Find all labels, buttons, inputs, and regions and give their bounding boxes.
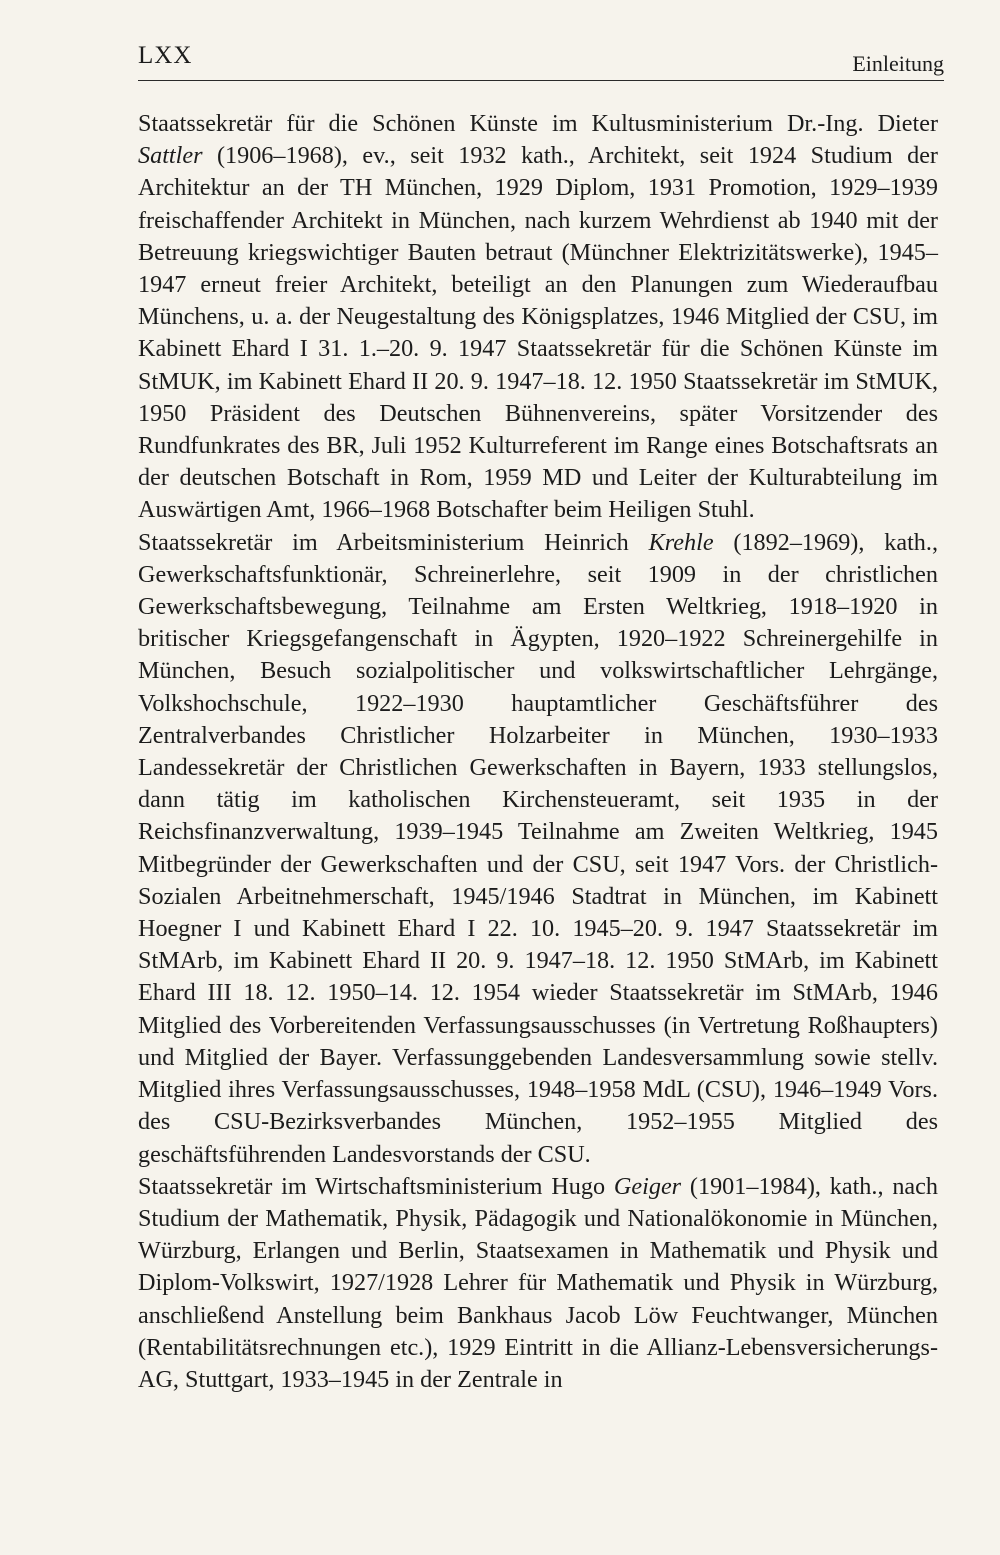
- bio-entry-sattler: [138, 108, 938, 527]
- entry-text-lead: Staatssekretär im Arbeitsministerium Heinrich: [138, 528, 649, 556]
- entry-text-body: (1901–1984), kath., nach Studium der Mathematik, Physik, Pädagogik und Nationalökonomie in München, Würzburg, Erlangen und Berlin, Staatsexamen in Mathematik und Physik und Diplom-Volkswirt, 1927/1928 Lehrer für Mathematik und Physik in Würzburg, anschließend Anstellung beim Bankhaus Jacob Löw Feuchtwanger, München (Rentabilitätsrechnungen etc.), 1929 Eintritt in die Allianz-Lebensversicherungs-AG, Stuttgart, 1933–1945 in der Zentrale in: [138, 1172, 938, 1393]
- person-name: Geiger: [613, 1172, 682, 1200]
- entry-text-body: (1892–1969), kath., Gewerkschaftsfunktionär, Schreinerlehre, seit 1909 in der christlichen Gewerkschaftsbewegung, Teilnahme am Ersten Weltkrieg, 1918–1920 in britischer Kriegsgefangenschaft in Ägypten, 1920–1922 Schreinergehilfe in München, Besuch sozialpolitischer und volkswirtschaftlicher Lehrgänge, Volkshochschule, 1922–1930 hauptamtlicher Geschäftsführer des Zentralverbandes Christlicher Holzarbeiter in München, 1930–1933 Landessekretär der Christlichen Gewerkschaften in Bayern, 1933 stellungslos, dann tätig im katholischen Kirchensteueramt, seit 1935 in der Reichsfinanzverwaltung, 1939–1945 Teilnahme am Zweiten Weltkrieg, 1945 Mitbegründer der Gewerkschaften und der CSU, seit 1947 Vors. der Christlich-Sozialen Arbeitnehmerschaft, 1945/1946 Stadtrat in München, im Kabinett Hoegner I und Kabinett Ehard I 22. 10. 1945–20. 9. 1947 Staatssekretär im StMArb, im Kabinett Ehard II 20. 9. 1947–18. 12. 1950 StMArb, im Kabinett Ehard III 18. 12. 1950–14. 12. 1954 wieder Staatssekretär im StMArb, 1946 Mitglied des Vorbereitenden Verfassungsausschusses (in Vertretung Roßhaupters) und Mitglied der Bayer. Verfassunggebenden Landesversammlung sowie stellv. Mitglied ihres Verfassungsausschusses, 1948–1958 MdL (CSU), 1946–1949 Vors. des CSU-Bezirksverbandes München, 1952–1955 Mitglied des geschäftsführenden Landesvorstands der CSU.: [138, 528, 938, 1168]
- entry-text-lead: Staatssekretär für die Schönen Künste im Kultusministerium Dr.-Ing. Dieter: [138, 110, 938, 137]
- running-header: [138, 38, 944, 81]
- entry-text-body: (1906–1968), ev., seit 1932 kath., Architekt, seit 1924 Studium der Architektur an der TH München, 1929 Diplom, 1931 Promotion, 1929–1939 freischaffender Architekt in München, nach kurzem Wehrdienst ab 1940 mit der Betreuung kriegswichtiger Bauten betraut (Münchner Elektrizitätswerke), 1945–1947 erneut freier Architekt, beteiligt an den Planungen zum Wiederaufbau Münchens, u. a. der Neugestaltung des Königsplatzes, 1946 Mitglied der CSU, im Kabinett Ehard I 31. 1.–20. 9. 1947 Staatssekretär für die Schönen Künste im StMUK, im Kabinett Ehard II 20. 9. 1947–18. 12. 1950 Staatssekretär im StMUK, 1950 Präsident des Deutschen Bühnenvereins, später Vorsitzender des Rundfunkrates des BR, Juli 1952 Kulturreferent im Range eines Botschaftsrats an der deutschen Botschaft in Rom, 1959 MD und Leiter der Kulturabteilung im Auswärtigen Amt, 1966–1968 Botschafter beim Heiligen Stuhl.: [138, 142, 938, 524]
- body-text: [138, 108, 938, 1396]
- bio-entry-geiger: [138, 1171, 938, 1396]
- person-name: Krehle: [648, 528, 714, 556]
- bio-entry-krehle: [138, 527, 938, 1171]
- person-name: Sattler: [138, 142, 203, 170]
- entry-text-lead: Staatssekretär im Wirtschaftsministerium Hugo: [138, 1172, 614, 1200]
- page-number: LXX: [138, 42, 193, 69]
- running-title: Einleitung: [852, 51, 944, 76]
